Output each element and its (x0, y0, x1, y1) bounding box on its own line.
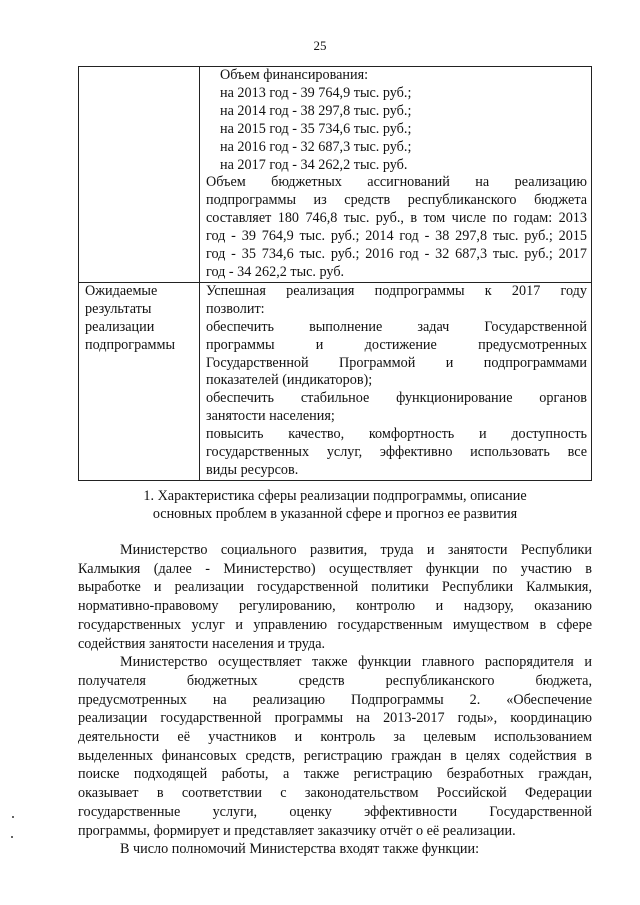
paragraph-line: Министерство осуществляет также функции главного распорядителя и (120, 654, 592, 671)
result-line: Государственной Программой и подпрограммами (206, 354, 587, 371)
row-label-line: результаты (85, 300, 152, 317)
funding-year: на 2013 год - 39 764,9 тыс. руб.; (220, 84, 412, 101)
subprogram-passport-table (78, 66, 592, 481)
funding-year: на 2014 год - 38 297,8 тыс. руб.; (220, 102, 412, 119)
budget-line: подпрограммы из средств республиканского бюджета (206, 192, 587, 209)
section-heading-line: основных проблем в указанной сфере и прогноз ее развития (152, 506, 518, 522)
paragraph-line: нормативно-правовому регулированию, контролю и надзору, оказанию (78, 598, 592, 615)
paragraph-line: Калмыкия (далее - Министерство) осуществляет функции по участию в (78, 560, 592, 577)
funding-title: Объем финансирования: (220, 67, 369, 83)
paragraph-line: выделенных финансовых средств, регистрацию граждан в целях содействия в (78, 747, 592, 764)
paragraph-line: деятельности её участников и контроль за целевым использованием (78, 729, 592, 746)
row-label-line: подпрограммы (85, 336, 175, 353)
paragraph-line: получателя бюджетных средств республиканского бюджета, (78, 672, 592, 689)
scan-speck (11, 836, 13, 838)
paragraph-line: предусмотренных на реализацию Подпрограммы 2. «Обеспечение (78, 691, 592, 708)
section-heading-line: 1. Характеристика сферы реализации подпрограммы, описание (143, 488, 527, 504)
result-line: виды ресурсов. (206, 461, 299, 478)
row-label-line: реализации (85, 318, 155, 335)
paragraph-2 (78, 653, 592, 840)
budget-line: составляет 180 746,8 тыс. руб., в том числе по годам: 2013 (206, 210, 587, 227)
result-line: показателей (индикаторов); (206, 372, 373, 389)
section-heading (78, 487, 592, 523)
result-line: программы и достижение предусмотренных (206, 336, 587, 353)
result-line: позволит: (206, 300, 265, 317)
paragraph-line: реализации государственной программы на 2013-2017 годы», координацию (78, 710, 592, 727)
table-cell-label (79, 282, 200, 480)
result-line: повысить качество, комфортность и доступность (206, 426, 587, 443)
page-number: 25 (313, 38, 327, 53)
result-line: государственных услуг, эффективно использовать все (206, 444, 587, 461)
budget-line: год - 34 262,2 тыс. руб. (206, 263, 345, 280)
table-cell-expected-results (200, 282, 592, 480)
paragraph-1 (78, 541, 592, 653)
table-row-expected-results (79, 282, 592, 480)
paragraph-line: оказывает в соответствии с законодательством Российской Федерации (78, 785, 592, 802)
paragraph-line: программы, формирует и представляет заказчику отчёт о её реализации. (78, 822, 516, 839)
paragraph-line: содействия занятости населения и труда. (78, 635, 326, 652)
paragraph-line: государственные услуги, оценку эффективности Государственной (78, 803, 592, 820)
result-line: обеспечить выполнение задач Государственной (206, 318, 587, 335)
budget-line: год - 39 764,9 тыс. руб.; 2014 год - 38 297,8 тыс. руб.; 2015 (206, 228, 587, 245)
paragraph-line: В число полномочий Министерства входят также функции: (120, 841, 480, 858)
body-text (78, 541, 592, 859)
budget-line: Объем бюджетных ассигнований на реализацию (206, 174, 587, 191)
paragraph-line: Министерство социального развития, труда и занятости Республики (120, 542, 592, 558)
result-line: занятости населения; (206, 408, 335, 425)
paragraph-line: поиске подходящей работы, а также регистрацию безработных граждан, (78, 766, 592, 783)
table-cell-empty (79, 67, 200, 283)
funding-year: на 2015 год - 35 734,6 тыс. руб.; (220, 120, 412, 137)
result-line: обеспечить стабильное функционирование органов (206, 390, 587, 407)
budget-line: год - 35 734,6 тыс. руб.; 2016 год - 32 687,3 тыс. руб.; 2017 (206, 246, 587, 263)
result-line: Успешная реализация подпрограммы к 2017 году (206, 282, 587, 299)
paragraph-3 (78, 840, 592, 859)
funding-year: на 2016 год - 32 687,3 тыс. руб.; (220, 138, 412, 155)
paragraph-line: государственных услуг и управлению государственным имуществом в сфере (78, 616, 592, 633)
row-label-line: Ожидаемые (85, 282, 158, 299)
scan-speck (12, 816, 14, 818)
paragraph-line: выработке и реализации государственной политики Республики Калмыкия, (78, 579, 592, 596)
funding-year: на 2017 год - 34 262,2 тыс. руб. (220, 156, 408, 173)
table-row-funding (79, 67, 592, 283)
table-cell-funding (200, 67, 592, 283)
